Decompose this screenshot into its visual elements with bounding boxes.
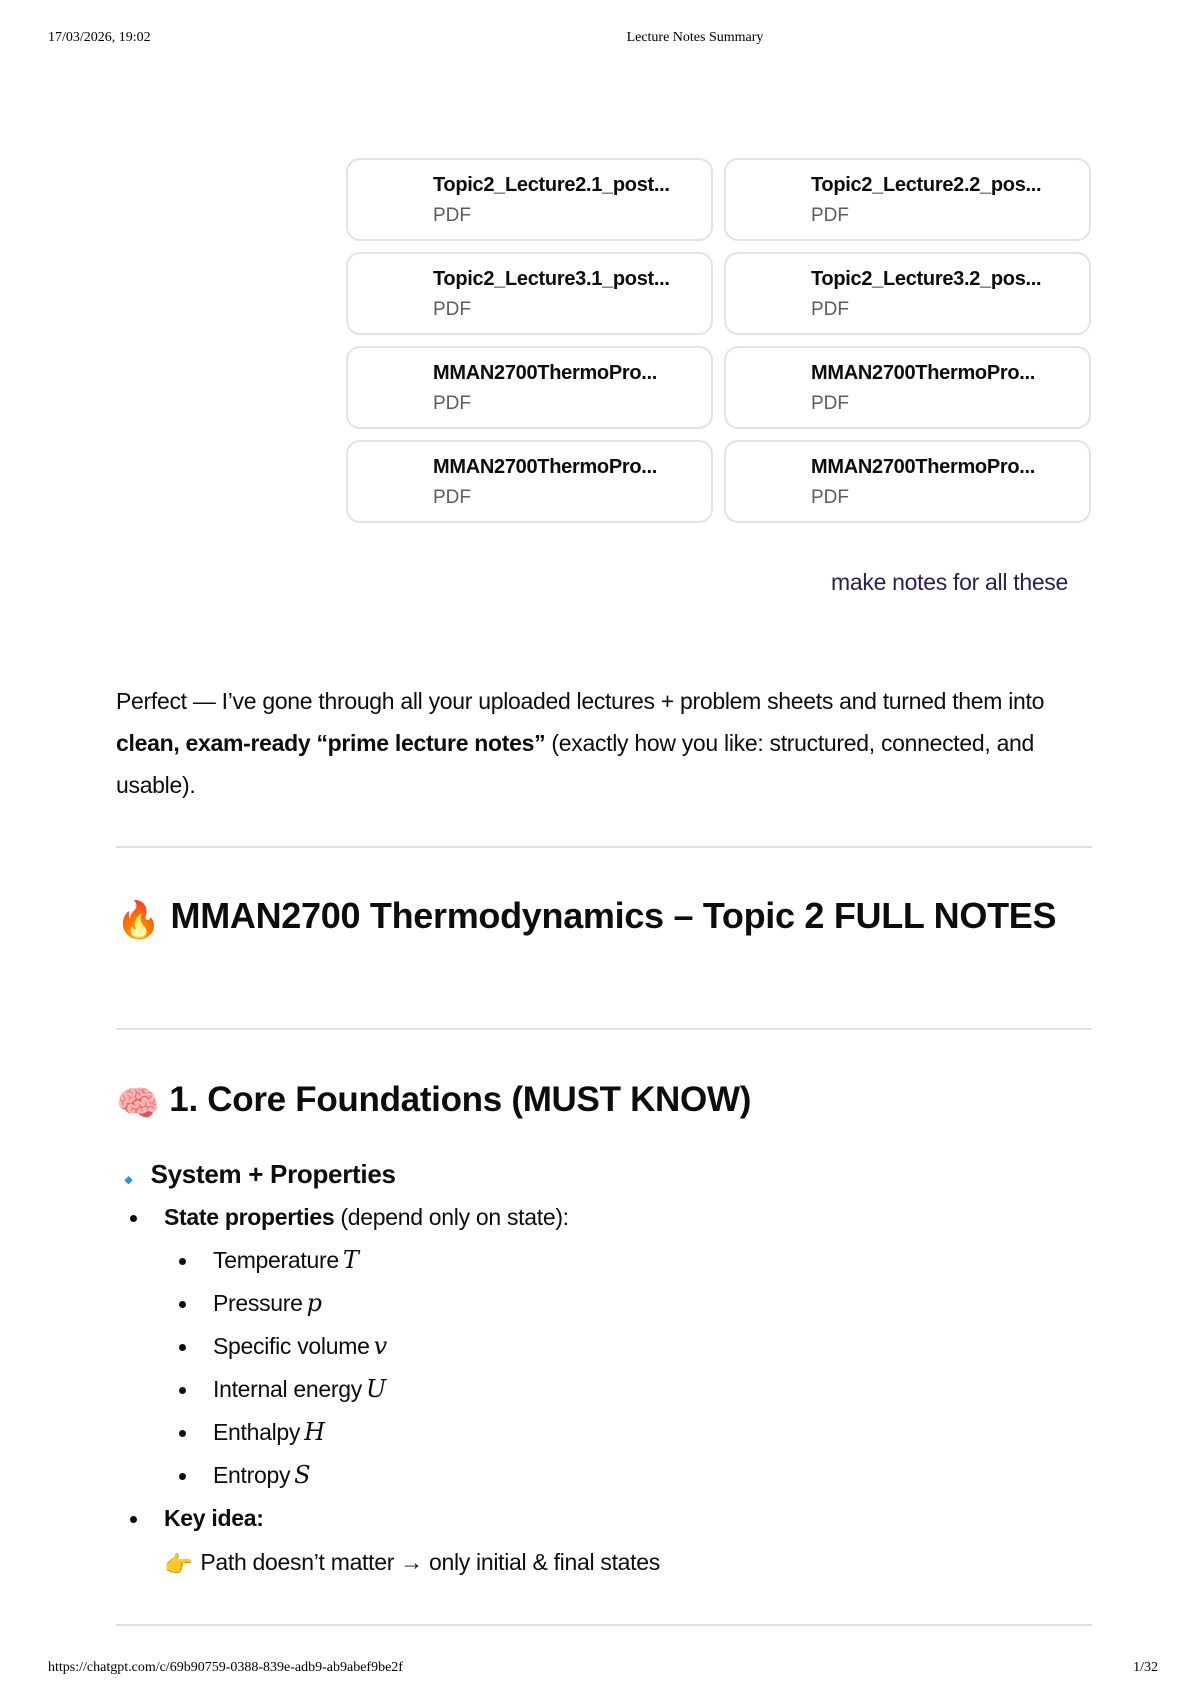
intro-text-end: (exactly how you like: structured, connected, and usable).	[116, 730, 1035, 798]
list-item	[213, 1374, 386, 1404]
file-icon	[370, 182, 406, 218]
attachment-name: Topic2_Lecture3.1_post...	[433, 268, 670, 290]
file-icon	[748, 464, 784, 500]
state-properties-text: (depend only on state):	[334, 1204, 569, 1230]
brain-icon: 🧠	[116, 1084, 160, 1123]
notes-title	[116, 892, 1092, 944]
file-icon	[748, 276, 784, 312]
attachment-card[interactable]	[346, 252, 713, 335]
attachment-card[interactable]	[346, 346, 713, 429]
key-idea-text: Path doesn’t matter → only initial & final states	[200, 1549, 660, 1575]
bullet-icon	[179, 1301, 186, 1308]
file-icon	[748, 370, 784, 406]
attachment-name: MMAN2700ThermoPro...	[811, 456, 1036, 478]
bullet-icon	[179, 1430, 186, 1437]
list-item	[164, 1202, 569, 1232]
key-idea-label: Key idea:	[164, 1505, 264, 1531]
key-idea-line	[164, 1547, 660, 1579]
divider	[116, 846, 1092, 848]
section-heading	[116, 1076, 751, 1128]
property-label: Internal energy	[213, 1376, 362, 1402]
divider	[116, 1624, 1092, 1626]
attachments-grid	[346, 158, 1091, 523]
attachment-name: Topic2_Lecture2.2_pos...	[811, 174, 1042, 196]
attachment-type: PDF	[433, 393, 471, 414]
attachment-name: Topic2_Lecture2.1_post...	[433, 174, 670, 196]
bullet-icon	[179, 1473, 186, 1480]
attachment-card[interactable]	[724, 158, 1091, 241]
pointing-hand-icon: 👉	[164, 1551, 193, 1577]
print-header	[0, 30, 1200, 50]
file-icon	[370, 276, 406, 312]
fire-icon: 🔥	[116, 899, 161, 940]
assistant-response	[116, 680, 1092, 1577]
attachment-name: MMAN2700ThermoPro...	[433, 362, 658, 384]
list-item	[213, 1417, 325, 1447]
attachment-name: MMAN2700ThermoPro...	[811, 362, 1036, 384]
property-symbol: p	[306, 1289, 322, 1317]
bullet-icon	[130, 1516, 137, 1523]
file-icon	[370, 464, 406, 500]
attachment-card[interactable]	[346, 440, 713, 523]
attachment-card[interactable]	[724, 346, 1091, 429]
subsection-heading	[116, 1156, 396, 1199]
property-label: Temperature	[213, 1247, 339, 1273]
bullet-icon	[179, 1258, 186, 1265]
property-symbol: T	[342, 1246, 359, 1274]
attachment-type: PDF	[811, 393, 849, 414]
print-page-number: 1/32	[1133, 1660, 1158, 1675]
list-item	[213, 1245, 359, 1275]
notes-title-text: MMAN2700 Thermodynamics – Topic 2 FULL NOTES	[170, 895, 1057, 936]
print-title: Lecture Notes Summary	[626, 30, 764, 45]
property-label: Entropy	[213, 1462, 291, 1488]
print-footer	[0, 1660, 1200, 1680]
print-url: https://chatgpt.com/c/69b90759-0388-839e-adb9-ab9abef9be2f	[48, 1660, 403, 1675]
property-symbol: U	[365, 1375, 386, 1403]
state-properties-label: State properties	[164, 1204, 335, 1230]
property-symbol: v	[373, 1332, 387, 1360]
file-icon	[748, 182, 784, 218]
list-item	[213, 1460, 310, 1490]
attachment-card[interactable]	[724, 252, 1091, 335]
property-symbol: S	[294, 1461, 311, 1489]
intro-bold-text: clean, exam-ready “prime lecture notes”	[116, 730, 546, 756]
attachment-name: MMAN2700ThermoPro...	[433, 456, 658, 478]
print-datetime: 17/03/2026, 19:02	[48, 30, 151, 45]
attachment-type: PDF	[433, 299, 471, 320]
attachment-card[interactable]	[346, 158, 713, 241]
bullet-icon	[179, 1344, 186, 1351]
list-item	[213, 1331, 387, 1361]
attachment-type: PDF	[811, 299, 849, 320]
property-label: Enthalpy	[213, 1419, 301, 1445]
diamond-icon: 🔹	[116, 1170, 141, 1192]
attachment-type: PDF	[811, 205, 849, 226]
attachment-card[interactable]	[724, 440, 1091, 523]
list-item	[164, 1503, 264, 1533]
bullet-icon	[130, 1215, 137, 1222]
response-intro	[116, 680, 1092, 806]
attachment-name: Topic2_Lecture3.2_pos...	[811, 268, 1042, 290]
subsection-heading-text: System + Properties	[150, 1159, 396, 1189]
divider	[116, 1028, 1092, 1030]
user-message: make notes for all these	[831, 569, 1068, 595]
attachment-type: PDF	[433, 487, 471, 508]
attachment-type: PDF	[811, 487, 849, 508]
section-heading-text: 1. Core Foundations (MUST KNOW)	[169, 1080, 752, 1119]
file-icon	[370, 370, 406, 406]
intro-text: Perfect — I’ve gone through all your uploaded lectures + problem sheets and turned them into	[116, 688, 1045, 714]
property-label: Pressure	[213, 1290, 303, 1316]
list-item	[213, 1288, 322, 1318]
bullet-icon	[179, 1387, 186, 1394]
property-symbol: H	[304, 1418, 325, 1446]
attachment-type: PDF	[433, 205, 471, 226]
property-label: Specific volume	[213, 1333, 370, 1359]
